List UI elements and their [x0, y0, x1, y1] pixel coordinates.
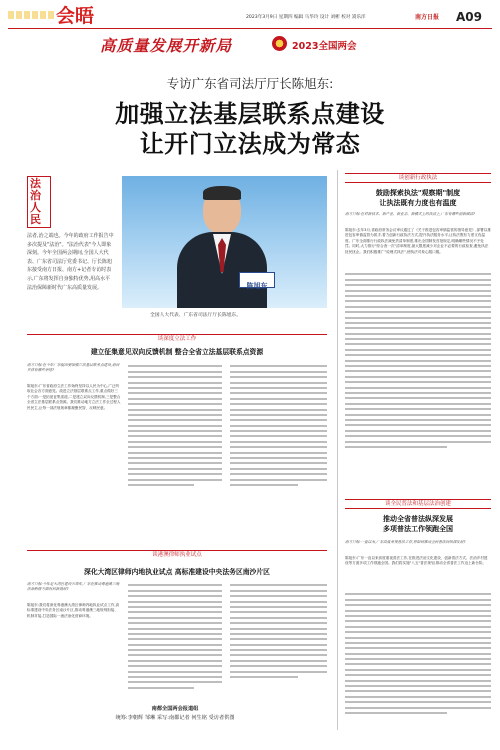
gba-text-col2	[128, 581, 222, 692]
newspaper-logo: 南方日报	[415, 14, 440, 21]
column-divider	[337, 170, 338, 730]
gba-tag: 谈港澳律师执业试点	[27, 550, 327, 559]
kicker: 专访广东省司法厅厅长陈旭东:	[166, 76, 334, 91]
section-ornament	[8, 11, 54, 19]
headline-line-2: 让开门立法成为常态	[139, 129, 361, 158]
sidebar-body: 陈旭东:去年3月,省政府常务会议审议通过了《关于推进包容审慎监管的指导意见》,部署以推进包容审慎监管为抓手,着力创新行政执法方式,提升执法服务水平,让执法既有力度又有温度。广东全面推行行政执法减免责清单制度,推出全国制发首批规定,明确哪些情况不予处罚。同时,大力推行"综合查一次"清单制度,最大限度减少对企业不必要的行政检查,避免执法扰民扰企。我们积极推广"说理式执法",使执法对象心服口服。	[345, 228, 491, 254]
sidebar-question: 南方日报:在对新技术、新产业、新业态、新模式上的执法上,广东有哪些创新做法?	[345, 212, 476, 216]
photo-name-badge-text: 陈旭东	[246, 282, 268, 290]
justice-body: 陈旭东:广东一直以来高度重视普法工作,在推进法治文化建设、创新普法方式、法治乡村建设等方面多项工作领跑全国。我们将实施"八五"普法规划,推动全省普法工作迈上新台阶。	[345, 556, 488, 566]
credit-line: 统筹:李朝辉 邹琳 采写:南都记者 何生铭 受访者供图	[115, 715, 235, 721]
headline-line-1: 加强立法基层联系点建设	[115, 99, 385, 128]
masthead	[0, 0, 500, 28]
justice-title-2: 多项普法工作领跑全国	[383, 525, 453, 533]
legislation-tag: 谈深度立法工作	[27, 334, 327, 343]
justice-question: 南方日报:一直以来,广东高度重视普法工作,将如何推动全民普法向纵深发展?	[345, 540, 466, 544]
intro-paragraph: 法者,治之端也。今年的政府工作报告中多次提及"法治"。"法治代表"今人即象深刻。今年全国两会期间,全国人大代表、广东省司法厅党委书记、厅长陈旭东接受南方日报、南方+记者专访时表示,广东将发挥自身独特优势,用高水平法治保障新时代广东高质量发展。	[27, 233, 114, 291]
top-divider	[8, 28, 492, 29]
sidebar-title-1: 鼓励探索执法"观察期"制度	[375, 189, 461, 197]
portrait-figure	[177, 188, 267, 308]
sidebar-tag: 谈创新行政执法	[345, 173, 491, 183]
emblem-icon	[272, 36, 287, 51]
legislation-question: 南方日报:在今年广东提出要加强立法基层联系点建设,请问具体有哪些举措?	[27, 363, 120, 373]
dateline: 2023年3月9日 星期四 编辑 马华玲 设计 刘彬 校对 嵩乐洋	[246, 15, 366, 20]
slogan-banner	[20, 30, 490, 58]
credit-group: 南都全国两会报道组	[151, 706, 199, 712]
gba-title: 深化大湾区律师内地执业试点 高标准建设中央法务区南沙片区	[84, 568, 270, 576]
gba-text-col3	[230, 581, 327, 681]
portrait-photo	[122, 176, 327, 308]
gba-body: 陈旭东:我们将深化粤港澳大湾区律师内地执业试点工作,高标准建设中央法务区南沙片区,推动粤港澳三地规则衔接、机制对接,打造国际一流法治化营商环境。	[27, 603, 120, 618]
legislation-text-col3	[230, 362, 327, 489]
slogan: 高质量发展开新局	[100, 36, 233, 55]
sidebar-text-lines	[345, 270, 491, 451]
page-number: A09	[456, 10, 482, 24]
legislation-text-col2	[128, 362, 222, 489]
justice-tag: 谈全民普法和基层法治创建	[345, 499, 491, 509]
legislation-title: 建立征集意见双向反馈机制 整合全省立法基层联系点资源	[90, 348, 264, 356]
event-label: 2023全国两会	[292, 41, 357, 52]
stamp-text: 法治人民	[30, 177, 41, 226]
legislation-body: 陈旭东:广东省政府立法工作始终坚持以人民为中心,广泛听取社会各方面意见。改进立法基层联系点工作,重点做好三个方面:一是拓宽征集渠道,二是建立双向反馈机制,三是整合全省立法基层联系点资源。我们推动地方立法工作全过程人民民主,让每一部法规规章都凝聚民智、反映民意。	[27, 384, 121, 410]
photo-name-badge	[239, 272, 275, 288]
photo-caption: 全国人大代表、广东省司法厅厅长陈旭东。	[150, 313, 242, 318]
gba-question: 南方日报:今年是大湾区建设五周年,广东在推动粤港澳三地法治衔接方面有何新进展?	[27, 582, 120, 592]
sidebar-title-2: 让执法既有力度也有温度	[379, 199, 457, 207]
justice-title-1: 推动全省普法纵深发展	[383, 515, 453, 523]
justice-text-lines	[345, 590, 491, 717]
section-title: 会晤	[56, 5, 95, 27]
